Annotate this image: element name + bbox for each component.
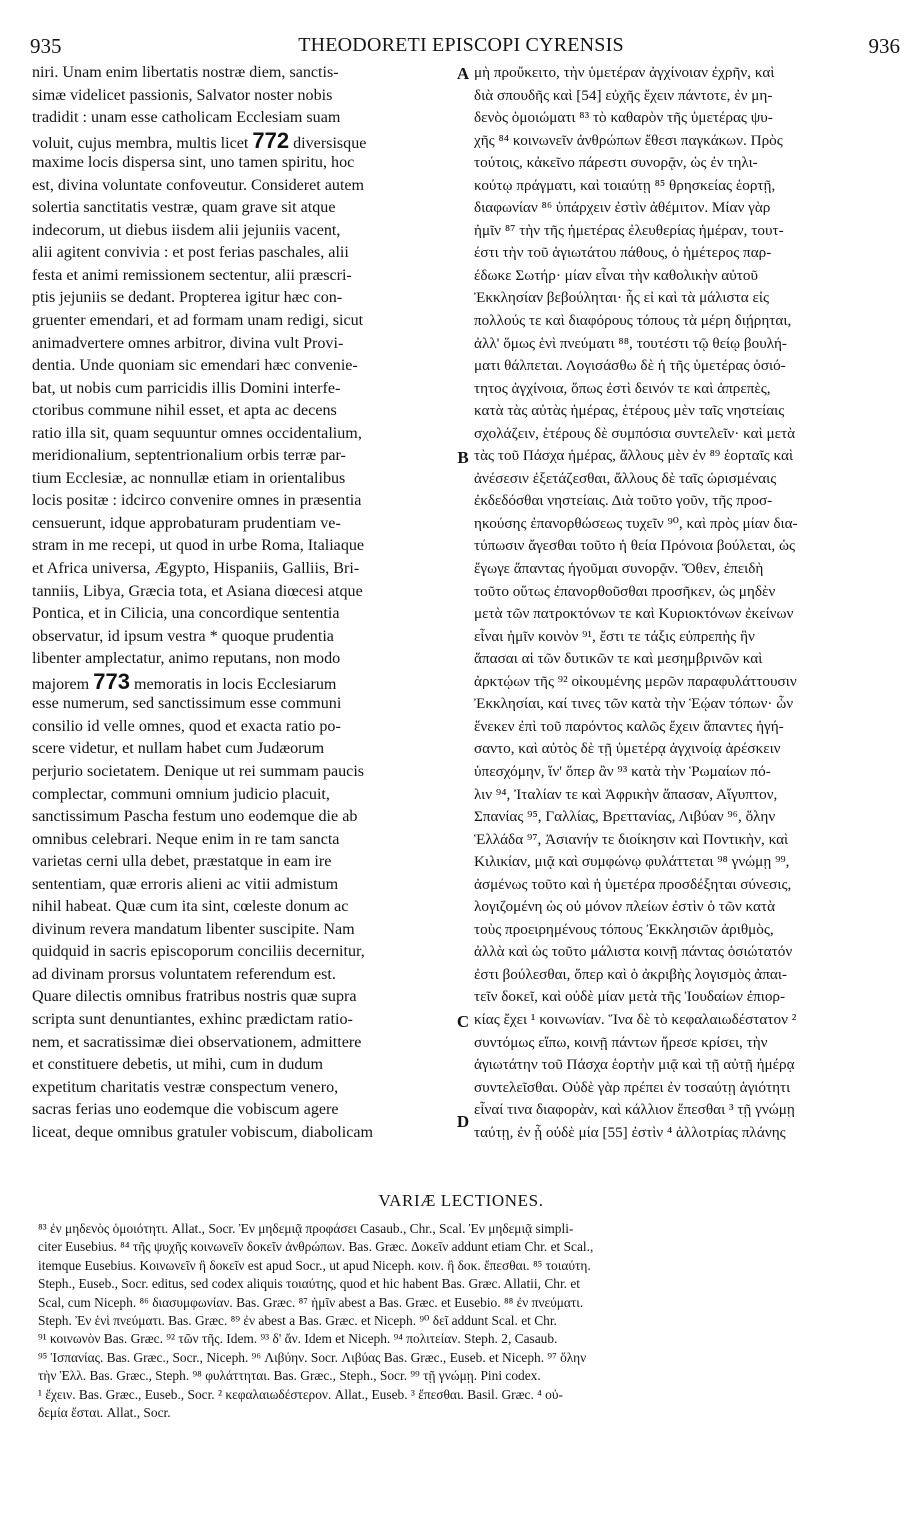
running-title: THEODORETI EPISCOPI CYRENSIS xyxy=(298,34,624,56)
latin-text-line: tanniis, Libya, Græcia tota, et Asiana diœcesi atque xyxy=(32,582,363,600)
latin-text-line: voluit, cujus membra, multis licet 772 diversisque xyxy=(32,129,367,153)
greek-text-line: ἀσμένως τοῦτο καὶ ἡ ὑμετέρα προσδέξηται σύνεσις, xyxy=(474,875,792,893)
greek-text-line: τητος ἀγχίνοια, ὅπως ἐστὶ δεινόν τε καὶ ἀπρεπὲς, xyxy=(474,379,771,397)
margin-marker-a: A xyxy=(456,64,470,83)
latin-text-line: maxime locis dispersa sint, uno tamen spiritu, hoc xyxy=(32,154,355,172)
greek-text-line: μὴ προὔκειτο, τὴν ὑμετέραν ἀγχίνοιαν ἐχρῆν, καὶ xyxy=(474,64,775,81)
variant-reading-line: τὴν Ἑλλ. Bas. Græc., Steph. ⁹⁸ φυλάττηται. Bas. Græc., Steph., Socr. ⁹⁹ τῇ γνώμῃ. Pini codex. xyxy=(38,1368,541,1384)
greek-text-line: έστι τὴν τοῦ ἁγιωτάτου πάθους, ὁ ἡμέτερος παρ- xyxy=(474,244,772,262)
variae-lectiones-notes xyxy=(38,1220,898,1422)
greek-text-line: τοῦτο οὕτως ἐπανορθοῦσθαι προσῆκεν, ὡς μηδὲν xyxy=(474,582,776,600)
variant-reading-line: citer Eusebius. ⁸⁴ τῆς ψυχῆς κοινωνεῖν δοκεῖν ἀνθρώπων. Bas. Græc. Δοκεῖν addunt etiam Chr. et Scal., xyxy=(38,1239,594,1255)
latin-text-line: ptis jejuniis se dedant. Propterea igitur hæc con- xyxy=(32,289,343,307)
latin-text-line: dentia. Unde quoniam sic emendari hæc convenie- xyxy=(32,357,358,375)
page-number-right: 936 xyxy=(868,34,900,58)
latin-text-line: stram in me recepi, ut quod in urbe Roma, Italiaque xyxy=(32,537,365,555)
greek-text-line: τύπωσιν ἄγεσθαι τοῦτο ἡ θεία Πρόνοια βούλεται, ὡς xyxy=(474,537,796,555)
margin-marker-d: D xyxy=(456,1112,470,1131)
latin-text-line: et constituere debetis, ut mihi, cum in dudum xyxy=(32,1056,323,1074)
latin-text-line: tradidit : unam esse catholicam Ecclesiam suam xyxy=(32,109,341,127)
latin-text-line: gruenter emendari, et ad formam unam redigi, sicut xyxy=(32,312,364,330)
greek-text-line: κατὰ τὰς αὐτὰς ἡμέρας, ἑτέρους μὲν ταῖς νηστείαις xyxy=(474,402,785,420)
variant-reading-line: ⁹⁵ Ἱσπανίας. Bas. Græc., Socr., Niceph. ⁹⁶ Λιβύην. Socr. Λιβύας Bas. Græc., Euseb. et Niceph. ⁹⁷ ὅλην xyxy=(38,1349,587,1365)
latin-text-line: ctoribus commune nihil esset, et apta ac decens xyxy=(32,402,337,420)
greek-text-line: τεῖν δοκεῖ, καὶ οὐδὲ μίαν μετὰ τῆς Ἰουδαίων ἐπιορ- xyxy=(474,988,786,1006)
variant-reading-line: Steph. Ἐν ἑνὶ πνεύματι. Bas. Græc. ⁸⁹ ἐν abest a Bas. Græc. et Niceph. ⁹⁰ δεῖ addunt Scal. et Chr. xyxy=(38,1312,557,1328)
latin-text-line: quidquid in sacris episcoporum conciliis decernitur, xyxy=(32,943,365,961)
greek-column xyxy=(474,62,906,1144)
latin-text-line: festa et animi remissionem sectentur, alii præscri- xyxy=(32,266,352,284)
greek-text-line: συντόμως εἴπω, κοινῇ πάντων ἤρεσε κρίσει, τὴν xyxy=(474,1033,768,1051)
latin-text-line: indecorum, ut diebus iisdem alii jejuniis vacent, xyxy=(32,221,341,239)
latin-text-line: alii agitent convivia : et post ferias paschales, alii xyxy=(32,244,349,262)
greek-text-line: Ἑλλάδα ⁹⁷, Ἀσιανήν τε διοίκησιν καὶ Ποντικὴν, καὶ xyxy=(474,830,789,848)
greek-text-line: κούτῳ πράγματι, καὶ τοιαύτῃ ⁸⁵ θρησκείας ἑορτῇ, xyxy=(474,176,776,194)
greek-text-line: ἁγιωτάτην τοῦ Πάσχα ἑορτὴν μιᾷ καὶ τῇ αὐτῇ ἡμέρᾳ xyxy=(474,1056,795,1074)
latin-text-line: ad divinam prorsus voluntatem referendum est. xyxy=(32,965,336,983)
variant-reading-line: ⁹¹ κοινωνὸν Bas. Græc. ⁹² τῶν τῆς. Idem. ⁹³ δ' ἄν. Idem et Niceph. ⁹⁴ πολιτείαν. Steph. 2, Casaub. xyxy=(38,1331,558,1347)
greek-text-line: διαφωνίαν ⁸⁶ ὑπάρχειν ἐστὶν ἀθέμιτον. Μίαν γὰρ xyxy=(474,199,771,217)
greek-text-line: ταύτῃ, ἐν ᾗ οὐδὲ μία [55] ἐστὶν ⁴ ἀλλοτρίας πλάνης xyxy=(474,1123,786,1141)
latin-column xyxy=(32,62,450,1144)
latin-text-line: divinum revera mandatum libenter suscipite. Nam xyxy=(32,920,355,938)
greek-text-line: διὰ σπουδῆς καὶ [54] εὐχῆς ἔχειν πάντοτε, ἐν μη- xyxy=(474,86,773,104)
greek-text-line: σαντο, καὶ αὐτὸς δὲ τῇ ὑμετέρᾳ ἀγχινοίᾳ ἀρέσκειν xyxy=(474,740,781,758)
latin-text-line: et Africa universa, Ægypto, Hispaniis, Galliis, Bri- xyxy=(32,560,360,578)
latin-text-line: censuerunt, idque approbaturam prudentiam ve- xyxy=(32,514,341,532)
column-number: 773 xyxy=(93,670,130,694)
latin-text-line: locis positæ : idcirco convenire omnes in præsentia xyxy=(32,492,362,510)
variant-reading-line: ¹ ἔχειν. Bas. Græc., Euseb., Socr. ² κεφαλαιωδέστερον. Allat., Euseb. ³ ἔπεσθαι. Basil. Græc. ⁴ οὐ- xyxy=(38,1386,563,1402)
greek-text-line: ἕνεκεν ἐπὶ τοῦ παρόντος καλῶς ἔχειν ἅπαντες ἡγή- xyxy=(474,717,784,735)
latin-text-line: scripta sunt denuntiantes, exhinc prædictam ratio- xyxy=(32,1010,353,1028)
column-number: 772 xyxy=(252,129,290,153)
latin-text-line: libenter amplectatur, animo reputans, non modo xyxy=(32,650,341,668)
margin-marker-c: C xyxy=(456,1012,470,1031)
latin-text-line: simæ videlicet passionis, Salvator noster nobis xyxy=(32,86,333,104)
latin-text-line: sanctissimum Pascha festum uno eodemque die ab xyxy=(32,808,358,826)
greek-text-line: ηκούσης ἐπανορθώσεως τυχεῖν ⁹⁰, καὶ πρὸς μίαν δια- xyxy=(474,514,798,532)
greek-text-line: χῆς ⁸⁴ κοινωνεῖν ἀνθρώπων ἔθεσι παγκάκων. Πρὸς xyxy=(474,131,783,149)
greek-text-line: λιν ⁹⁴, Ἰταλίαν τε καὶ Ἀφρικὴν ἅπασαν, Αἴγυπτον, xyxy=(474,785,778,803)
latin-text-line: est, divina voluntate confoveutur. Consideret autem xyxy=(32,176,365,194)
greek-text-line: τούτοις, κἀκεῖνο πάρεστι συνορᾷν, ὡς ἐν τηλι- xyxy=(474,154,758,172)
page-number-left: 935 xyxy=(30,34,62,58)
latin-text-line: solertia sanctitatis vestræ, quam grave sit atque xyxy=(32,199,336,217)
greek-text-line: έδωκε Σωτήρ· μίαν εἶναι τὴν καθολικὴν αὐτοῦ xyxy=(474,266,758,284)
greek-text-line: κίας ἔχει ¹ κοινωνίαν. Ἵνα δὲ τὸ κεφαλαιωδέστατον ² xyxy=(474,1010,797,1028)
latin-text-line: liceat, deque omnibus gratuler vobiscum, diabolicam xyxy=(32,1123,374,1141)
greek-text-line: ἐστι βούλεσθαι, ὅπερ καὶ ὁ ἀκριβὴς λογισμὸς ἀπαι- xyxy=(474,965,787,983)
greek-text-line: εἶναι ἡμῖν κοινὸν ⁹¹, ἔστι τε τάξις εὐπρεπὴς ἣν xyxy=(474,627,755,645)
variant-reading-line: Steph., Euseb., Socr. editus, sed codex aliquis τοιαύτης, quod et hic habent Bas. Græc. Allatii, Chr. et xyxy=(38,1276,581,1292)
variant-reading-line: Scal, cum Niceph. ⁸⁶ διασυμφωνίαν. Bas. Græc. ⁸⁷ ἡμῖν abest a Bas. Græc. et Eusebio. ⁸⁸ ἐν πνεύματι. xyxy=(38,1294,584,1310)
greek-text-line: σχολάζειν, ἑτέρους δὲ συμπόσια συντελεῖν· καὶ μετὰ xyxy=(474,424,796,442)
greek-text-line: εἶναί τινα διαφορὰν, καὶ κάλλιον ἕπεσθαι ³ τῇ γνώμῃ xyxy=(474,1101,795,1119)
greek-text-line: Ἐκκλησίαι, καί τινες τῶν κατὰ τὴν Ἑῴαν τόπων· ὧν xyxy=(474,695,794,713)
running-header xyxy=(0,34,922,60)
latin-text-line: Pontica, et in Cilicia, una concordique sententia xyxy=(32,605,340,623)
latin-text-line: tium Ecclesiæ, ac nonnullæ etiam in orientalibus xyxy=(32,469,346,487)
greek-text-line: ἐκδεδόσθαι νηστείαις. Διὰ τοῦτο γοῦν, τῆς προσ- xyxy=(474,492,773,510)
latin-text-line: esse numerum, sed sanctissimum esse communi xyxy=(32,695,342,713)
latin-text-line: omnibus celebrari. Neque enim in re tam sancta xyxy=(32,830,340,848)
greek-text-line: Ἐκκλησίαν βεβούληται· ἧς εἰ καὶ τὰ μάλιστα εἰς xyxy=(474,289,769,307)
latin-text-line: majorem 773 memoratis in locis Ecclesiarum xyxy=(32,670,337,694)
greek-text-line: ὑπεσχόμην, ἵν' ὅπερ ἂν ⁹³ κατὰ τὴν Ῥωμαίων πό- xyxy=(474,762,771,780)
latin-text-line: perjurio societatem. Denique ut rei summam paucis xyxy=(32,762,365,780)
greek-text-line: τοὺς προειρημένους τόπους Ἐκκλησιῶν ἀριθμὸς, xyxy=(474,920,774,938)
latin-text-line: expetitum charitatis vestræ conspectum venero, xyxy=(32,1078,339,1096)
greek-text-line: Κιλικίαν, μιᾷ καὶ συμφώνῳ φυλάττεται ⁹⁸ γνώμῃ ⁹⁹, xyxy=(474,853,790,871)
greek-text-line: πολλούς τε καὶ διαφόρους τόπους τὰ μέρη διῄρηται, xyxy=(474,312,792,330)
variant-reading-line: itemque Eusebius. Κοινωνεῖν ἢ δοκεῖν est apud Socr., ut apud Niceph. κοιν. ἢ δοκ. ἔπεσθαι. ⁸⁵ τοιαύτη. xyxy=(38,1257,591,1273)
latin-text-line: ratio illa sit, quam sequuntur omnes occidentalium, xyxy=(32,424,362,442)
latin-text-line: observatur, id ipsum vestra * quoque prudentia xyxy=(32,627,334,645)
latin-text-line: scere videtur, et nullam habet cum Judæorum xyxy=(32,740,325,758)
latin-text-line: complectar, communi omnium judicio placuit, xyxy=(32,785,330,803)
latin-text-line: Quare dilectis omnibus fratribus nostris quæ supra xyxy=(32,988,357,1006)
greek-text-line: ἔγωγε ἅπαντας ἡγοῦμαι συνορᾷν. Ὅθεν, ἐπειδὴ xyxy=(474,560,764,578)
latin-text-line: sacras ferias uno eodemque die vobiscum agere xyxy=(32,1101,339,1119)
greek-text-line: συντελεῖσθαι. Οὐδὲ γὰρ πρέπει ἐν τοσαύτῃ ἁγιότητι xyxy=(474,1078,791,1096)
greek-text-line: ἅπασαι αἱ τῶν δυτικῶν τε καὶ μεσημβρινῶν καὶ xyxy=(474,650,763,668)
latin-text-line: nem, et sacratissimæ diei observationem, admittere xyxy=(32,1033,362,1051)
latin-text-line: niri. Unam enim libertatis nostræ diem, sanctis- xyxy=(32,64,339,81)
latin-text-line: meridionalium, septentrionalium orbis terræ par- xyxy=(32,447,346,465)
greek-text-line: ἡμῖν ⁸⁷ τὴν τῆς ἡμετέρας ἐλευθερίας ἡμέραν, τουτ- xyxy=(474,221,784,239)
greek-text-line: ἀλλὰ καὶ ὡς τοῦτο μάλιστα κοινῇ πάντας ὁσιώτατόν xyxy=(474,943,793,961)
greek-text-line: ἀνέσεσιν ἐξετάζεσθαι, ἄλλους δὲ ταῖς ὡρισμέναις xyxy=(474,469,777,487)
greek-text-line: ματι θάλπεται. Λογισάσθω δὲ ἡ τῆς ὑμετέρας ὁσιό- xyxy=(474,357,786,375)
greek-text-line: τὰς τοῦ Πάσχα ἡμέρας, ἄλλους μὲν ἐν ⁸⁹ ἑορταῖς καὶ xyxy=(474,447,794,465)
greek-text-line: ἀρκτῴων τῆς ⁹² οἰκουμένης μερῶν παραφυλάττουσιν xyxy=(474,672,797,690)
latin-text-line: bat, ut nobis cum parricidis illis Domini interfe- xyxy=(32,379,341,397)
greek-text-line: δενὸς ὁμοιώματι ⁸³ τὸ καθαρὸν τῆς ὑμετέρας ψυ- xyxy=(474,109,773,127)
greek-text-line: μετὰ τῶν πατροκτόνων τε καὶ Κυριοκτόνων ἐκείνων xyxy=(474,605,794,623)
latin-text-line: varietas cerni ulla debet, præstatque in eam ire xyxy=(32,853,332,871)
latin-text-line: animadvertere omnes arbitror, divina vult Provi- xyxy=(32,334,344,352)
greek-text-line: λογιζομένη ὡς οὐ μόνον πλείων ἐστὶν ὁ τῶν κατὰ xyxy=(474,898,776,916)
variae-lectiones-title: VARIÆ LECTIONES. xyxy=(378,1191,544,1210)
latin-text-line: sententiam, quæ erroris alieni ac vitii admistum xyxy=(32,875,339,893)
variant-reading-line: δεμία ἔσται. Allat., Socr. xyxy=(38,1404,171,1420)
latin-text-line: nihil habeat. Quæ cum ita sint, cœleste donum ac xyxy=(32,898,349,916)
margin-marker-b: B xyxy=(457,448,469,467)
variant-reading-line: ⁸³ ἐν μηδενὸς ὁμοιότητι. Allat., Socr. Ἐν μηδεμιᾷ προφάσει Casaub., Chr., Scal. Ἐν μηδεμιᾷ simpli- xyxy=(38,1221,574,1236)
greek-text-line: Σπανίας ⁹⁵, Γαλλίας, Βρεττανίας, Λιβύαν ⁹⁶, ὅλην xyxy=(474,808,776,826)
latin-text-line: consilio id velle omnes, quod et exacta ratio po- xyxy=(32,717,341,735)
greek-text-line: ἀλλ' ὅμως ἑνὶ πνεύματι ⁸⁸, τουτέστι τῷ θείῳ βουλή- xyxy=(474,334,787,352)
